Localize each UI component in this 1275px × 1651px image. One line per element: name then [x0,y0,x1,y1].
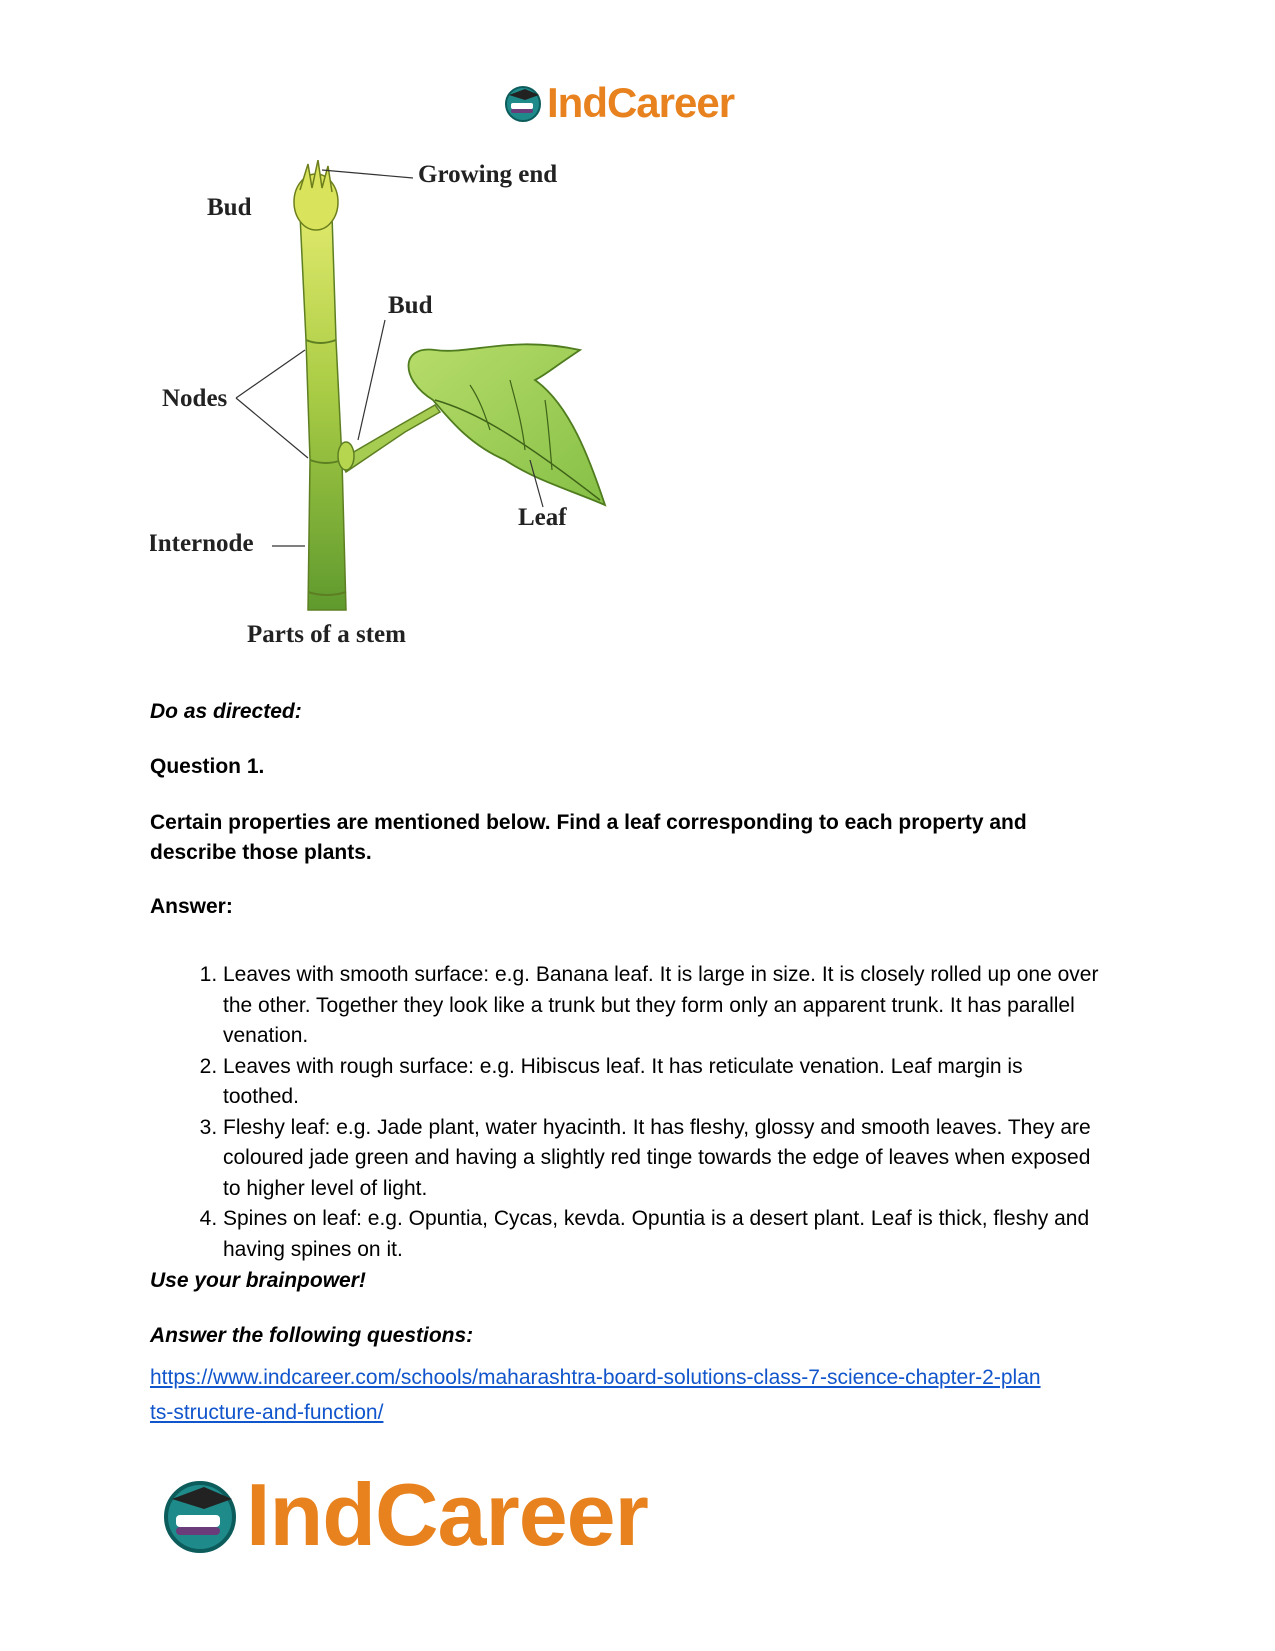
stem-illustration [150,160,650,690]
heading-do-as-directed: Do as directed: [150,700,302,723]
heading-answer-following: Answer the following questions: [150,1324,474,1347]
header-logo [503,78,773,128]
question-label: Question 1. [150,755,265,778]
footer-logo [160,1465,720,1564]
stem-diagram [150,160,650,690]
source-link-line2: ts-structure-and-function/ [150,1401,384,1424]
list-item: 4. Spines on leaf: e.g. Opuntia, Cycas, kevda. Opuntia is a desert plant. Leaf is thick, fleshy and having spines on it. [223,1204,1103,1265]
label-growing-end: Growing end [418,161,558,188]
source-link-block [150,1360,1140,1430]
header-logo-text: IndCareer [547,79,735,126]
list-item: 3. Fleshy leaf: e.g. Jade plant, water hyacinth. It has fleshy, glossy and smooth leaves. They are coloured jade green and having a slightly red tinge towards the edge of leaves when exposed to higher level of light. [223,1113,1103,1205]
globe-cap-icon [503,83,543,123]
label-leaf: Leaf [518,504,567,531]
stem-body [300,215,346,610]
question-text: Certain properties are mentioned below. Find a leaf corresponding to each property and describe those plants. [150,811,1027,864]
label-bud-top: Bud [207,194,252,221]
label-internode: Internode [150,530,254,557]
source-link[interactable] [150,1366,1041,1424]
answer-list [75,960,1103,1265]
footer-logo-text: IndCareer [246,1465,648,1564]
source-link-line1: https://www.indcareer.com/schools/maharashtra-board-solutions-class-7-science-chapter-2-plan [150,1366,1041,1389]
globe-cap-icon [160,1475,240,1555]
list-item: 2. Leaves with rough surface: e.g. Hibiscus leaf. It has reticulate venation. Leaf margin is toothed. [223,1052,1103,1113]
label-nodes: Nodes [162,385,228,412]
list-item: 1. Leaves with smooth surface: e.g. Banana leaf. It is large in size. It is closely rolled up one over the other. Together they look like a trunk but they form only an apparent trunk. It has parallel venation. [223,960,1103,1052]
answer-label: Answer: [150,895,233,918]
label-bud-side: Bud [388,292,433,319]
petiole [340,405,440,472]
side-bud [338,442,354,470]
figure-caption: Parts of a stem [247,621,406,648]
heading-brainpower: Use your brainpower! [150,1269,366,1292]
